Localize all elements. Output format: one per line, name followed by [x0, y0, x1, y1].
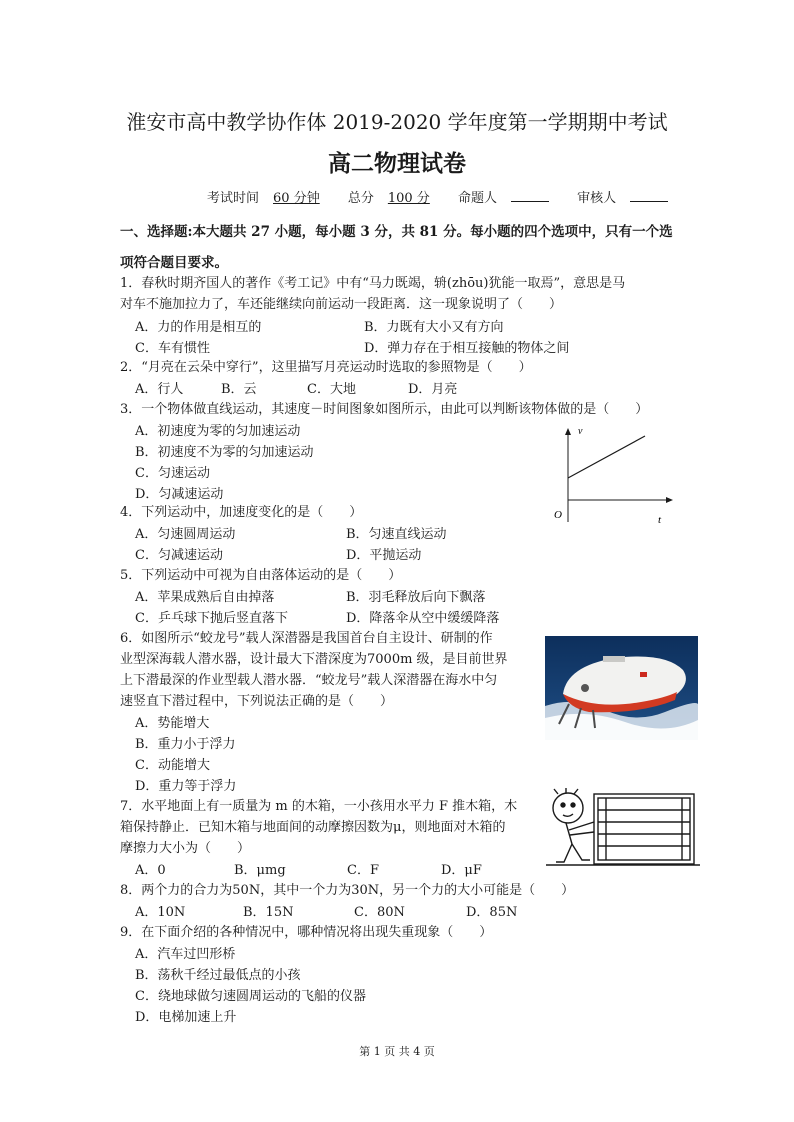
- question-4: 4．下列运动中，加速度变化的是（ ）: [120, 505, 363, 520]
- q3-option-a: A．初速度为零的匀加速运动: [135, 424, 301, 439]
- q3-option-c: C．匀速运动: [135, 466, 210, 481]
- reviewer-label: 审核人: [577, 191, 617, 206]
- q2-option-b: B．云: [221, 382, 257, 397]
- graph-t-arrow: [666, 497, 673, 503]
- q7-option-b: B．μmg: [234, 863, 286, 878]
- q2-option-c: C．大地: [307, 382, 356, 397]
- q3-option-d: D．匀减速运动: [135, 487, 224, 502]
- q5-option-d: D．降落伞从空中缓缓降落: [346, 611, 500, 626]
- q6-option-c: C．动能增大: [135, 758, 210, 773]
- q4-option-b: B．匀速直线运动: [346, 527, 447, 542]
- q1-option-d: D．弹力存在于相互接触的物体之间: [364, 341, 570, 356]
- q2-option-a: A．行人: [135, 382, 184, 397]
- section-heading: 一、选择题:本大题共 27 小题，每小题 3 分，共 81 分。每小题的四个选项中，只有一个选项符合题目要求。: [120, 224, 673, 271]
- question-6-line-2: 业型深海载人潜水器，设计最大下潜深度为7000m 级，是目前世界: [120, 652, 508, 667]
- graph-velocity-line: [568, 436, 645, 478]
- q4-option-d: D．平抛运动: [346, 548, 422, 563]
- question-1-line-2: 对车不施加拉力了，车还能继续向前运动一段距离．这一现象说明了（ ）: [120, 297, 563, 312]
- question-8: 8．两个力的合力为50N，其中一个力为30N，另一个力的大小可能是（ ）: [120, 883, 575, 898]
- q5-option-a: A．苹果成熟后自由掉落: [135, 590, 275, 605]
- q9-option-c: C．绕地球做匀速圆周运动的飞船的仪器: [135, 989, 366, 1004]
- exam-title: 淮安市高中教学协作体 2019-2020 学年度第一学期期中考试: [126, 110, 668, 134]
- graph-v-label: v: [578, 426, 583, 437]
- q1-option-b: B．力既有大小又有方向: [364, 320, 504, 335]
- q7-option-c: C．F: [347, 863, 379, 878]
- question-7-line-2: 箱保持静止．已知木箱与地面间的动摩擦因数为μ，则地面对木箱的: [120, 820, 506, 835]
- question-6-line-4: 速竖直下潜过程中，下列说法正确的是（ ）: [120, 694, 394, 709]
- setter-label: 命题人: [457, 191, 497, 206]
- q7-option-a: A．0: [135, 863, 166, 878]
- question-3: 3．一个物体做直线运动，其速度－时间图象如图所示，由此可以判断该物体做的是（ ）: [120, 402, 649, 417]
- q9-option-d: D．电梯加速上升: [135, 1010, 237, 1025]
- q9-option-a: A．汽车过凹形桥: [135, 947, 236, 962]
- graph-v-arrow: [565, 428, 571, 435]
- graph-o-label: O: [554, 509, 562, 521]
- q4-option-a: A．匀速圆周运动: [135, 527, 236, 542]
- submersible-photo: [545, 636, 698, 740]
- child-pushing-box-illustration: [546, 788, 700, 868]
- q9-option-b: B．荡秋千经过最低点的小孩: [135, 968, 301, 983]
- q5-option-c: C．乒乓球下抛后竖直落下: [135, 611, 288, 626]
- setter-blank: [511, 189, 549, 202]
- question-7-line-3: 摩擦力大小为（ ）: [120, 841, 251, 856]
- page-number: 第 1 页 共 4 页: [359, 1045, 435, 1058]
- q8-option-a: A．10N: [135, 905, 186, 920]
- reviewer-blank: [630, 189, 668, 202]
- q1-option-c: C．车有惯性: [135, 341, 210, 356]
- q2-option-d: D．月亮: [408, 382, 458, 397]
- graph-t-label: t: [658, 514, 662, 525]
- q8-option-b: B．15N: [243, 905, 294, 920]
- time-value: 60 分钟: [273, 191, 320, 206]
- velocity-time-graph: [548, 420, 678, 525]
- q4-option-c: C．匀减速运动: [135, 548, 223, 563]
- time-label: 考试时间: [207, 191, 260, 206]
- exam-meta: [207, 187, 682, 206]
- score-value: 100 分: [387, 191, 430, 206]
- q6-option-d: D．重力等于浮力: [135, 779, 237, 794]
- exam-subtitle: 高二物理试卷: [328, 150, 466, 177]
- q5-option-b: B．羽毛释放后向下飘落: [346, 590, 486, 605]
- score-label: 总分: [347, 191, 374, 206]
- q1-option-a: A．力的作用是相互的: [135, 320, 262, 335]
- q3-option-b: B．初速度不为零的匀加速运动: [135, 445, 314, 460]
- q6-option-b: B．重力小于浮力: [135, 737, 236, 752]
- q8-option-c: C．80N: [354, 905, 405, 920]
- question-7-line-1: 7．水平地面上有一质量为 m 的木箱，一小孩用水平力 F 推木箱，木: [120, 799, 518, 814]
- question-5: 5．下列运动中可视为自由落体运动的是（ ）: [120, 568, 402, 583]
- q6-option-a: A．势能增大: [135, 716, 210, 731]
- q7-option-d: D．μF: [441, 863, 482, 878]
- question-6-line-3: 上下潜最深的作业型载人潜水器．“蛟龙号”载人深潜器在海水中匀: [120, 673, 498, 688]
- question-1-line-1: 1．春秋时期齐国人的著作《考工记》中有“马力既竭，辀(zhōu)犹能一取焉”，意思是马: [120, 276, 626, 291]
- question-9: 9．在下面介绍的各种情况中，哪种情况将出现失重现象（ ）: [120, 925, 493, 940]
- q8-option-d: D．85N: [466, 905, 518, 920]
- question-2: 2．“月亮在云朵中穿行”，这里描写月亮运动时选取的参照物是（ ）: [120, 360, 532, 375]
- question-6-line-1: 6．如图所示“蛟龙号”载人深潜器是我国首台自主设计、研制的作: [120, 631, 493, 646]
